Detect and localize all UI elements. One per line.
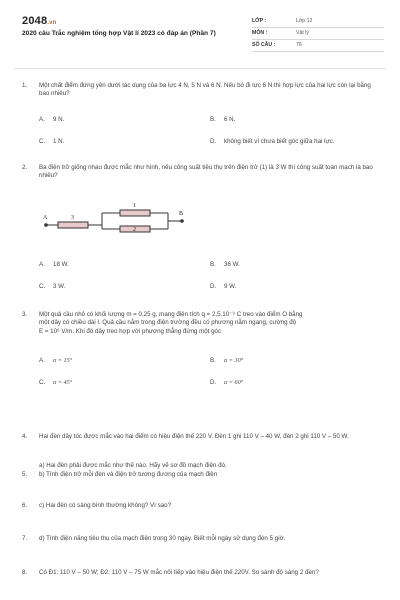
option-b[interactable] [210,116,235,124]
meta-row-count [252,40,384,52]
option-letter: A. [39,357,45,364]
option-text: α = 60° [224,379,244,386]
meta-value: Vật lý [296,30,309,36]
question-text: b) Tính điện trở mỗi đèn và điện trở tương đương của mạch điện [39,471,218,478]
question-3 [22,311,378,391]
question-text: c) Hai đèn có sáng bình thường không? Vì sao? [39,502,172,509]
option-letter: C. [39,138,46,145]
option-letter: D. [210,138,217,145]
meta-value: 76 [296,42,302,48]
label-r1: 1 [133,203,136,209]
header-divider [14,68,386,69]
option-letter: B. [210,357,216,364]
option-text: 18 W. [53,261,69,268]
question-text: Một chất điểm đứng yên dưới tác dụng của ba lực 4 N, 5 N và 6 N. Nếu bỏ đi lực 6 N thì hợp lực của hai lực còn lại bằng bao nhiêu? [39,82,371,98]
option-text: không biết vì chưa biết góc giữa hai lực. [224,138,335,145]
meta-value: Lớp 12 [296,18,313,24]
option-text: α = 30° [224,357,244,364]
option-a[interactable] [39,357,72,365]
option-c[interactable] [39,138,64,146]
option-letter: D. [210,283,217,290]
question-1 [22,82,378,158]
option-a[interactable] [39,116,64,124]
meta-key: MÔN : [252,30,268,36]
option-text: 1 N. [53,138,65,145]
document-header [14,14,386,58]
question-number: 7. [22,535,28,542]
option-c[interactable] [39,283,65,291]
question-line: E = 10⁶ V/m. Khi đó dây treo hợp với phương thẳng đứng một góc [39,327,222,335]
logo-suffix: .vn [47,20,57,26]
question-number: 6. [22,502,28,509]
question-8 [22,569,378,593]
question-number: 8. [22,569,28,576]
option-letter: A. [39,261,45,268]
meta-row-subject [252,28,384,40]
option-text: α = 45° [53,379,73,386]
option-text: 9 W. [224,283,237,290]
meta-row-class [252,16,384,28]
question-number: 4. [22,433,28,440]
option-b[interactable] [210,261,240,269]
option-letter: C. [39,379,46,386]
option-letter: B. [210,116,216,123]
option-c[interactable] [39,379,72,387]
circuit-diagram [40,199,190,243]
option-text: 9 N. [53,116,65,123]
sub-question: a) Hai đèn phải được mắc như thế nào. Hãy vẽ sơ đồ mạch điện đó. [39,462,227,469]
question-6 [22,502,378,514]
option-b[interactable] [210,357,243,365]
question-text [39,311,375,336]
option-letter: D. [210,379,217,386]
question-number: 2. [22,164,28,171]
page-title: 2020 câu Trắc nghiệm tổng hợp Vật lí 2023 có đáp án (Phần 7) [22,30,216,37]
label-r3: 3 [71,215,74,221]
question-text: Ba điện trở giống nhau được mắc như hình, nếu công suất tiêu thụ trên điện trở (1) là 3 W thì công suất toàn mạch là bao nhiêu? [39,164,373,180]
question-text: Hai đèn dây tóc được mắc vào hai điểm có hiệu điện thế 220 V. Đèn 1 ghi 110 V – 40 W, đèn 2 ghi 110 V – 50 W. [39,433,349,440]
question-text: Có Đ1: 110 V – 50 W; Đ2: 110 V – 75 W mắc nối tiếp vào hiệu điện thế 220V. So sánh độ sáng 2 đèn? [39,569,319,576]
label-r2: 2 [133,227,136,233]
option-d[interactable] [210,138,334,146]
meta-table [252,16,384,52]
node-b [180,219,184,223]
option-letter: C. [39,283,46,290]
question-5 [22,471,378,483]
option-a[interactable] [39,261,69,269]
question-number: 5. [22,471,28,478]
meta-key: SỐ CÂU : [252,42,276,48]
question-number: 1. [22,82,28,89]
label-b: B [179,211,184,217]
question-line: một dây có chiều dài l. Quả cầu nằm trong điện trường đều có phương nằm ngang, cường độ [39,319,297,327]
resistor-1 [120,210,150,216]
option-text: 36 W. [224,261,240,268]
node-a [44,223,48,227]
option-text: 6 N. [224,116,236,123]
question-text: d) Tính điện năng tiêu thụ của mạch điện trong 30 ngày. Biết mỗi ngày sử dụng đèn 5 giờ. [39,535,286,542]
option-text: α = 15° [53,357,73,364]
site-logo[interactable] [22,14,57,29]
option-d[interactable] [210,379,243,387]
meta-key: LỚP : [252,18,267,24]
logo-main: 2048 [22,15,48,27]
label-a: A [43,215,48,221]
option-letter: A. [39,116,45,123]
question-number: 3. [22,311,28,318]
question-7 [22,535,378,547]
resistor-3 [58,222,88,228]
option-text: 3 W. [53,283,66,290]
option-d[interactable] [210,283,236,291]
option-letter: B. [210,261,216,268]
question-line: Một quả cầu nhỏ có khối lượng m = 0,25 g, mang điện tích q = 2,5.10⁻⁹ C treo vào điểm O bằng [39,311,303,318]
